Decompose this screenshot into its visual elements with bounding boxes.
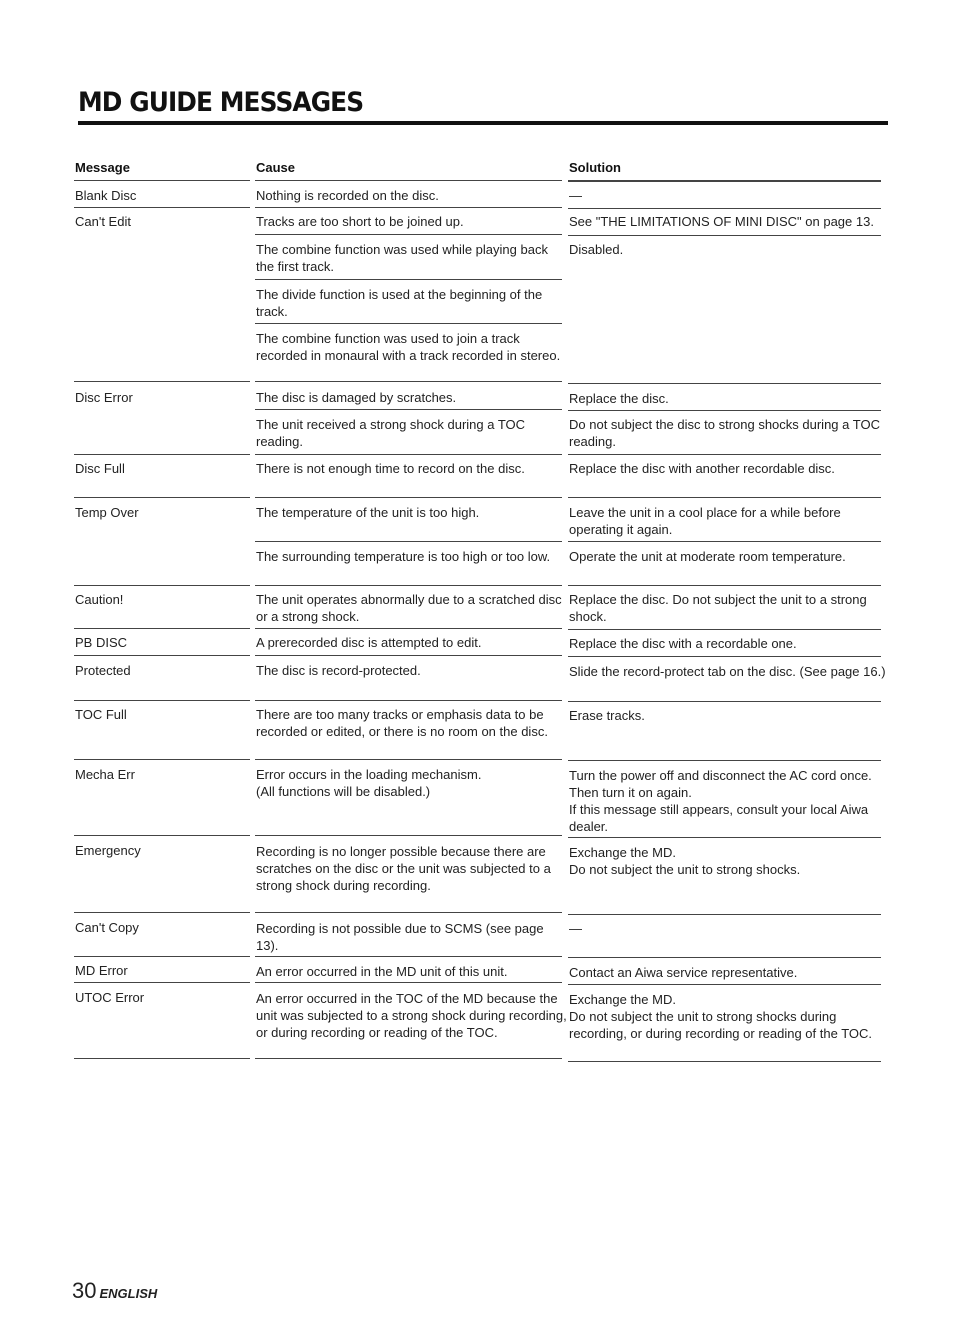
- message-row-rule: [74, 982, 250, 983]
- header-solution: Solution: [569, 160, 621, 175]
- cause-row-rule: [255, 956, 562, 957]
- message-row-rule: [74, 655, 250, 656]
- cause-row-rule: [255, 1058, 562, 1059]
- cause-cell: The divide function is used at the beginning of the track.: [256, 287, 543, 319]
- message-row-rule: [74, 912, 250, 913]
- solution-cell: Contact an Aiwa service representative.: [569, 965, 798, 980]
- solution-cell: See "THE LIMITATIONS OF MINI DISC" on page 13.: [569, 214, 874, 229]
- cause-row-rule: [255, 541, 562, 542]
- message-row-rule: [74, 1058, 250, 1059]
- solution-row-rule: [568, 235, 881, 236]
- message-row-rule: [74, 759, 250, 760]
- message-row-rule: [74, 956, 250, 957]
- cause-cell: Nothing is recorded on the disc.: [256, 188, 439, 203]
- message-cell: Can't Copy: [75, 920, 139, 935]
- cause-cell: The disc is damaged by scratches.: [256, 390, 457, 405]
- message-cell: UTOC Error: [75, 990, 145, 1005]
- cause-cell: The unit received a strong shock during a TOC reading.: [256, 417, 526, 449]
- solution-row-rule: [568, 656, 881, 657]
- cause-cell: There is not enough time to record on the disc.: [256, 461, 525, 476]
- solution-cell: Operate the unit at moderate room temperature.: [569, 549, 846, 564]
- cause-cell: An error occurred in the TOC of the MD because the unit was subjected to a strong shock during recording, or during recording or reading of the TOC.: [256, 991, 567, 1040]
- language-label: ENGLISH: [99, 1286, 158, 1301]
- solution-row-rule: [568, 957, 881, 958]
- cause-cell: There are too many tracks or emphasis data to be recorded or edited, or there is no room on the disc.: [256, 707, 548, 739]
- message-cell: Protected: [75, 663, 131, 678]
- cause-row-rule: [255, 207, 562, 208]
- cause-cell: An error occurred in the MD unit of this unit.: [256, 964, 508, 979]
- solution-cell: —: [569, 188, 582, 203]
- solution-row-rule: [568, 585, 881, 586]
- solution-cell: Leave the unit in a cool place for a while before operating it again.: [569, 505, 841, 537]
- cause-row-rule: [255, 323, 562, 324]
- solution-row-rule: [568, 984, 881, 985]
- cause-row-rule: [255, 497, 562, 498]
- solution-row-rule: [568, 410, 881, 411]
- solution-cell: Erase tracks.: [569, 708, 645, 723]
- solution-cell: Slide the record-protect tab on the disc. (See page 16.): [569, 664, 886, 679]
- cause-cell: The disc is record-protected.: [256, 663, 421, 678]
- message-row-rule: [74, 454, 250, 455]
- solution-cell: Replace the disc. Do not subject the unit to a strong shock.: [569, 592, 867, 624]
- cause-row-rule: [255, 279, 562, 280]
- cause-cell: The combine function was used to join a track recorded in monaural with a track recorded in stereo.: [256, 331, 561, 363]
- solution-row-rule: [568, 837, 881, 838]
- solution-row-rule: [568, 383, 881, 384]
- solution-row-rule: [568, 914, 881, 915]
- message-row-rule: [74, 585, 250, 586]
- solution-cell: Disabled.: [569, 242, 624, 257]
- cause-cell: The surrounding temperature is too high or too low.: [256, 549, 551, 564]
- solution-cell: Do not subject the disc to strong shocks during a TOC reading.: [569, 417, 880, 449]
- cause-row-rule: [255, 655, 562, 656]
- message-cell: Can't Edit: [75, 214, 131, 229]
- solution-cell: —: [569, 921, 582, 936]
- cause-row-rule: [255, 912, 562, 913]
- cause-row-rule: [255, 454, 562, 455]
- page-number: 30: [72, 1278, 97, 1303]
- cause-row-rule: [255, 234, 562, 235]
- solution-row-rule: [568, 760, 881, 761]
- cause-cell: Recording is not possible due to SCMS (see page 13).: [256, 921, 544, 953]
- solution-row-rule: [568, 701, 881, 702]
- solution-cell: Turn the power off and disconnect the AC cord once. Then turn it on again. If this message still appears, consult your local Aiwa dealer.: [569, 768, 872, 834]
- message-cell: Caution!: [75, 592, 124, 607]
- message-cell: Blank Disc: [75, 188, 137, 203]
- page-title: MD GUIDE MESSAGES: [78, 87, 364, 118]
- solution-row-rule: [568, 1061, 881, 1062]
- cause-row-rule: [255, 381, 562, 382]
- solution-row-rule: [568, 208, 881, 209]
- cause-row-rule: [255, 585, 562, 586]
- cause-row-rule: [255, 982, 562, 983]
- message-row-rule: [74, 497, 250, 498]
- cause-cell: The temperature of the unit is too high.: [256, 505, 480, 520]
- message-cell: TOC Full: [75, 707, 127, 722]
- message-row-rule: [74, 628, 250, 629]
- cause-cell: The combine function was used while playing back the first track.: [256, 242, 548, 274]
- solution-row-rule: [568, 181, 881, 182]
- cause-row-rule: [255, 700, 562, 701]
- solution-cell: Replace the disc.: [569, 391, 669, 406]
- cause-cell: A prerecorded disc is attempted to edit.: [256, 635, 482, 650]
- cause-cell: Tracks are too short to be joined up.: [256, 214, 464, 229]
- header-rule-message: [74, 180, 250, 181]
- message-cell: Disc Full: [75, 461, 125, 476]
- message-row-rule: [74, 700, 250, 701]
- title-underline: [78, 121, 888, 125]
- message-row-rule: [74, 381, 250, 382]
- message-row-rule: [74, 835, 250, 836]
- header-rule-cause: [255, 180, 562, 181]
- cause-row-rule: [255, 759, 562, 760]
- cause-row-rule: [255, 628, 562, 629]
- solution-cell: Replace the disc with a recordable one.: [569, 636, 797, 651]
- message-row-rule: [74, 207, 250, 208]
- header-message: Message: [75, 160, 130, 175]
- cause-row-rule: [255, 835, 562, 836]
- solution-row-rule: [568, 454, 881, 455]
- message-cell: MD Error: [75, 963, 128, 978]
- message-cell: Temp Over: [75, 505, 139, 520]
- message-cell: PB DISC: [75, 635, 128, 650]
- message-cell: Mecha Err: [75, 767, 135, 782]
- solution-cell: Exchange the MD. Do not subject the unit to strong shocks.: [569, 845, 801, 877]
- solution-row-rule: [568, 541, 881, 542]
- message-cell: Emergency: [75, 843, 141, 858]
- message-cell: Disc Error: [75, 390, 133, 405]
- cause-cell: Error occurs in the loading mechanism. (All functions will be disabled.): [256, 767, 482, 799]
- cause-cell: Recording is no longer possible because there are scratches on the disc or the unit was subjected to a strong shock during recording.: [256, 844, 551, 893]
- cause-row-rule: [255, 409, 562, 410]
- page-footer: [72, 1278, 157, 1304]
- solution-cell: Exchange the MD. Do not subject the unit to strong shocks during recording, or during recording or reading of the TOC.: [569, 992, 873, 1041]
- header-cause: Cause: [256, 160, 296, 175]
- solution-row-rule: [568, 629, 881, 630]
- solution-cell: Replace the disc with another recordable disc.: [569, 461, 835, 476]
- solution-row-rule: [568, 497, 881, 498]
- cause-cell: The unit operates abnormally due to a scratched disc or a strong shock.: [256, 592, 562, 624]
